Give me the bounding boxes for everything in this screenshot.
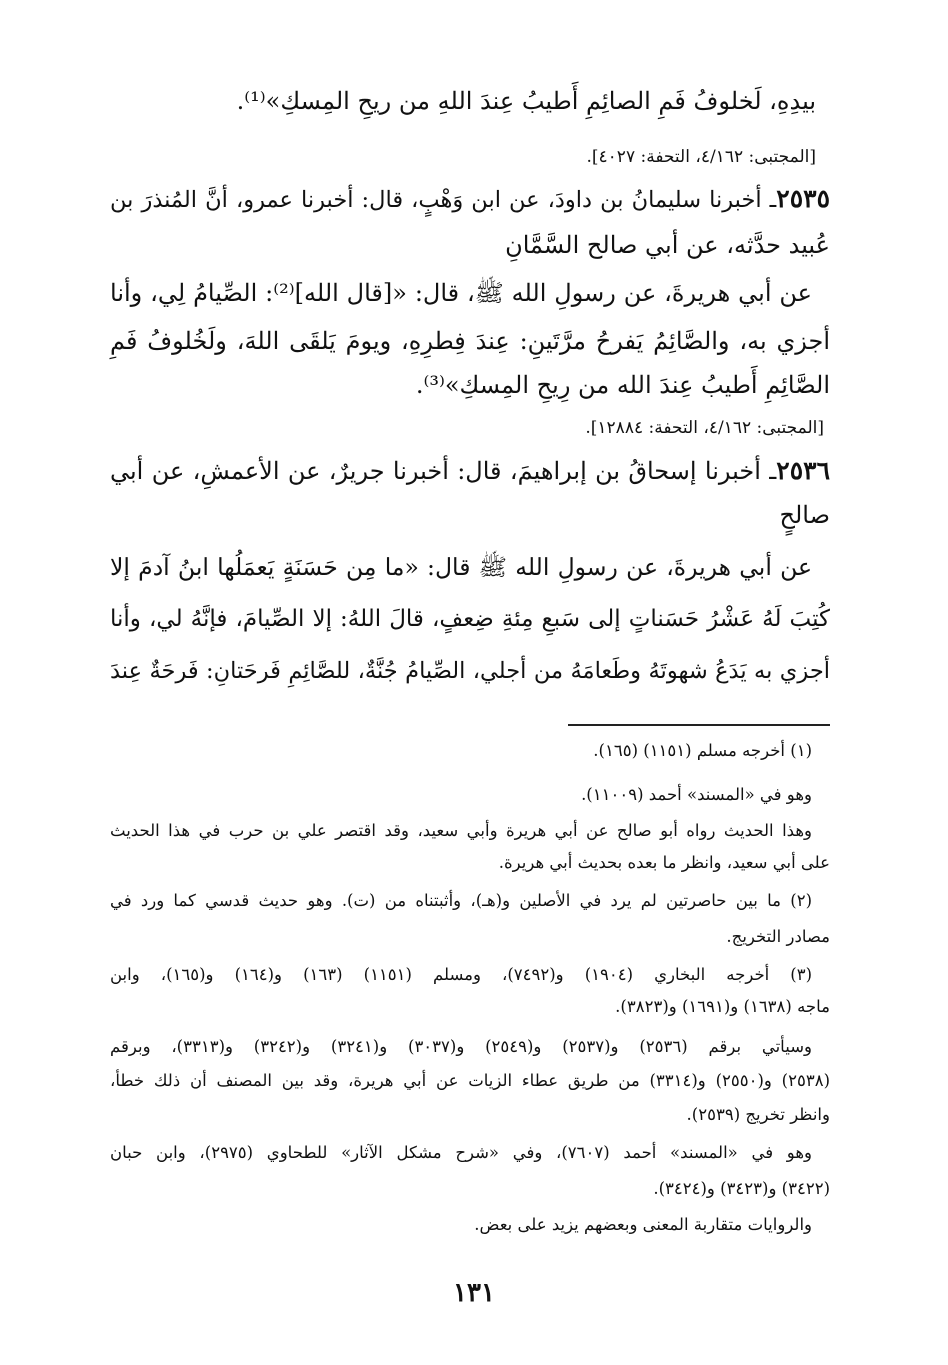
hadith-isnad-continued: عُبيد حدَّثه، عن أبي صالح السَّمَّانِ (505, 231, 830, 259)
footnote-line: مصادر التخريج. (726, 927, 830, 946)
source-reference: [المجتبى: ٤/١٦٢، التحفة: ١٢٨٨٤]. (585, 418, 824, 438)
footnote-line: (٣٤٢٢) و(٣٤٢٣) و(٣٤٢٤). (653, 1179, 830, 1198)
hadith-text: الصَّائِمِ أَطيبُ عِندَ الله من رِيحِ المِسكِ»⁽³⁾. (415, 371, 830, 399)
hadith-isnad: ـ أخبرنا سليمانُ بن داودَ، عن ابن وَهْبٍ، قال: أخبرنا عمرو، أنَّ المُنذرَ بن (110, 187, 777, 213)
footnote-separator (568, 724, 830, 726)
footnote-line: وسيأتي برقم (٢٥٣٦) و(٢٥٣٧) و(٢٥٤٩) و(٣٠٣٧) و(٣٢٤١) و(٣٢٤٢) و(٣٣١٣)، وبرقم (110, 1037, 812, 1056)
footnote-line: (٢) ما بين حاصرتين لم يرد في الأصلين و(هـ)، وأثبتناه من (ت). وهو حديث قدسي كما ورد في (110, 891, 812, 910)
hadith-text: كُتِبَ لَهُ عَشْرُ حَسَناتٍ إلى سَبعِ مِئةِ ضِعفٍ، قالَ اللهُ: إلا الصِّيامَ، فإنَّهُ لي، وأنا (110, 606, 830, 632)
source-reference: [المجتبى: ٤/١٦٢، التحفة: ٤٠٢٧]. (586, 147, 816, 167)
hadith-text: عن أبي هريرةَ، عن رسولِ الله ﷺ قال: «ما مِن حَسَنَةٍ يَعمَلُها ابنُ آدمَ إلا (110, 553, 812, 581)
page-number: ١٣١ (453, 1278, 495, 1308)
footnote-line: وانظر تخريج (٢٥٣٩). (686, 1105, 830, 1124)
hadith-number: ٢٥٣٥ (776, 184, 830, 213)
footnote-line: ماجه (١٦٣٨) و(١٦٩١) و(٣٨٢٣). (615, 997, 830, 1016)
hadith-text: عن أبي هريرةَ، عن رسولِ الله ﷺ، قال: «[قال الله]⁽²⁾: الصِّيامُ لِي، وأنا (110, 279, 812, 307)
footnote-line: (١) أخرجه مسلم (١١٥١) (١٦٥). (593, 741, 812, 760)
hadith-isnad-continued: صالحٍ (779, 501, 830, 529)
footnote-line: والروايات متقاربة المعنى وبعضهم يزيد على بعض. (474, 1215, 812, 1234)
footnote-line: على أبي سعيد، وانظر ما بعده بحديث أبي هريرة. (498, 853, 830, 872)
footnote-line: (٢٥٣٨) و(٢٥٥٠) و(٣٣١٤) من طريق عطاء الزيات عن أبي هريرة، وقد بين المصنف أن ذلك خطأ، (110, 1071, 831, 1090)
body-line: بيدِهِ، لَخلوفُ فَمِ الصائِمِ أَطيبُ عِندَ اللهِ من ريحِ المِسكِ»⁽¹⁾. (236, 87, 816, 115)
hadith-2535-heading (110, 176, 830, 223)
hadith-text: أجزي به يَدَعُ شهوتَهُ وطَعامَهُ من أجلي، الصِّيامُ جُنَّةٌ، للصَّائِمِ فَرحَتانِ: فَرحَةٌ عِندَ (110, 658, 830, 684)
hadith-text: أجزي به، والصَّائِمُ يَفرحُ مرَّتَينِ: عِندَ فِطرِهِ، ويومَ يَلقَى اللهَ، ولَخُلوفُ فَمِ (110, 327, 830, 355)
hadith-2536-heading (110, 448, 830, 494)
footnote-line: (٣) أخرجه البخاري (١٩٠٤) و(٧٤٩٢)، ومسلم (١١٥١) (١٦٣) و(١٦٤) و(١٦٥)، وابن (110, 965, 813, 984)
footnote-line: وهذا الحديث رواه أبو صالح عن أبي هريرة وأبي سعيد، وقد اقتصر علي بن حرب في هذا الحديث (110, 821, 812, 840)
hadith-isnad: ـ أخبرنا إسحاقُ بن إبراهيمَ، قال: أخبرنا جريرٌ، عن الأعمشِ، عن أبي (110, 457, 777, 485)
hadith-number: ٢٥٣٦ (776, 456, 830, 485)
footnote-line: وهو في «المسند» أحمد (١١٠٠٩). (581, 785, 812, 804)
footnote-line: وهو في «المسند» أحمد (٧٦٠٧)، وفي «شرح مشكل الآثار» للطحاوي (٢٩٧٥)، وابن حبان (110, 1143, 812, 1162)
